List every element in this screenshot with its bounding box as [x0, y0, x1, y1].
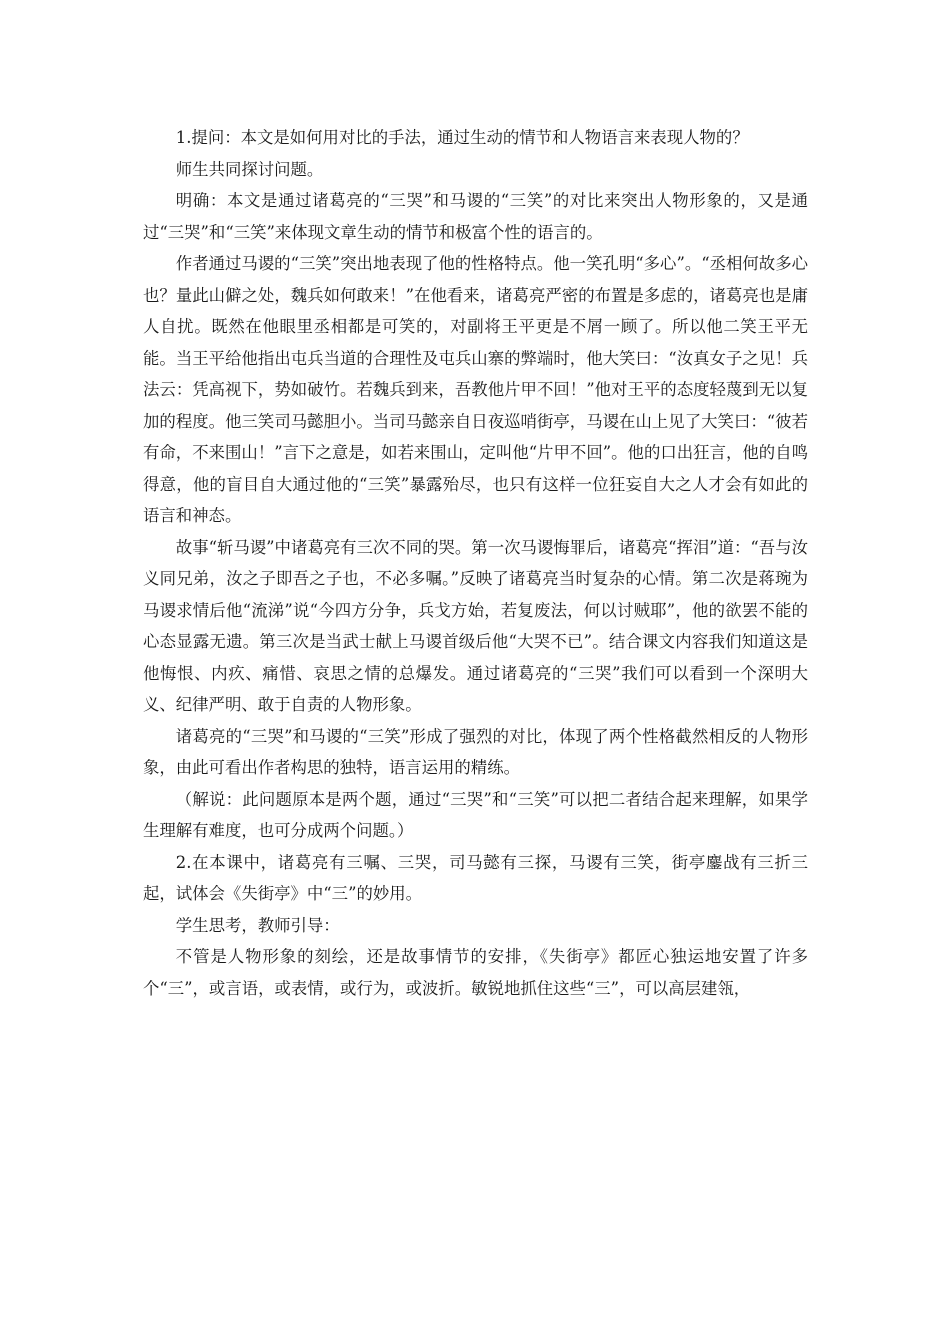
number-three-analysis-paragraph: 不管是人物形象的刻绘，还是故事情节的安排，《失街亭》都匠心独运地安置了许多个“三”，或言语，或表情，或行为，或波折。敏锐地抓住这些“三”，可以高层建瓴，	[143, 947, 808, 998]
zhuge-liang-three-cries-paragraph: 故事“斩马谡”中诸葛亮有三次不同的哭。第一次马谡悔罪后，诸葛亮“挥泪”道：“吾与汝义同兄弟，汝之子即吾之子也，不必多嘱。”反映了诸葛亮当时复杂的心情。第二次是蒋琬为马谡求情后他“流涕”说“今四方分争，兵戈方始，若复废法，何以讨贼耶”，他的欲罢不能的心态显露无遗。第三次是当武士献上马谡首级后他“大哭不已”。结合课文内容我们知道这是他悔恨、内疚、痛惜、哀思之情的总爆发。通过诸葛亮的“三哭”我们可以看到一个深明大义、纪律严明、敢于自责的人物形象。	[143, 537, 808, 714]
ma-su-three-laughs-paragraph: 作者通过马谡的“三笑”突出地表现了他的性格特点。他一笑孔明“多心”。“丞相何故多心也？量此山僻之处，魏兵如何敢来！”在他看来，诸葛亮严密的布置是多虑的，诸葛亮也是庸人自扰。既然在他眼里丞相都是可笑的，对副将王平更是不屑一顾了。所以他二笑王平无能。当王平给他指出屯兵当道的合理性及屯兵山寨的弊端时，他大笑曰：“汝真女子之见！兵法云：凭高视下，势如破竹。若魏兵到来，吾教他片甲不回！”他对王平的态度轻蔑到无以复加的程度。他三笑司马懿胆小。当司马懿亲自日夜巡哨街亭，马谡在山上见了大笑曰：“彼若有命，不来围山！”言下之意是，如若来围山，定叫他“片甲不回”。他的口出狂言，他的自鸣得意，他的盲目自大通过他的“三笑”暴露殆尽，也只有这样一位狂妄自大之人才会有如此的语言和神态。	[143, 254, 808, 525]
question-2-paragraph: 2.在本课中，诸葛亮有三嘱、三哭，司马懿有三探，马谡有三笑，街亭鏖战有三折三起，试体会《失街亭》中“三”的妙用。	[143, 852, 808, 903]
contrast-summary-paragraph: 诸葛亮的“三哭”和马谡的“三笑”形成了强烈的对比，体现了两个性格截然相反的人物形象，由此可看出作者构思的独特，语言运用的精练。	[143, 726, 808, 777]
clarification-paragraph: 明确：本文是通过诸葛亮的“三哭”和马谡的“三笑”的对比来突出人物形象的，又是通过“三哭”和“三笑”来体现文章生动的情节和极富个性的语言的。	[143, 191, 808, 242]
discussion-paragraph: 师生共同探讨问题。	[175, 159, 324, 179]
explanation-note-paragraph: （解说：此问题原本是两个题，通过“三哭”和“三笑”可以把二者结合起来理解，如果学生理解有难度，也可分成两个问题。）	[143, 789, 808, 840]
student-thinking-paragraph: 学生思考，教师引导：	[175, 915, 340, 935]
question-1-paragraph: 1.提问：本文是如何用对比的手法，通过生动的情节和人物语言来表现人物的？	[175, 128, 749, 147]
document-body	[143, 122, 808, 1004]
